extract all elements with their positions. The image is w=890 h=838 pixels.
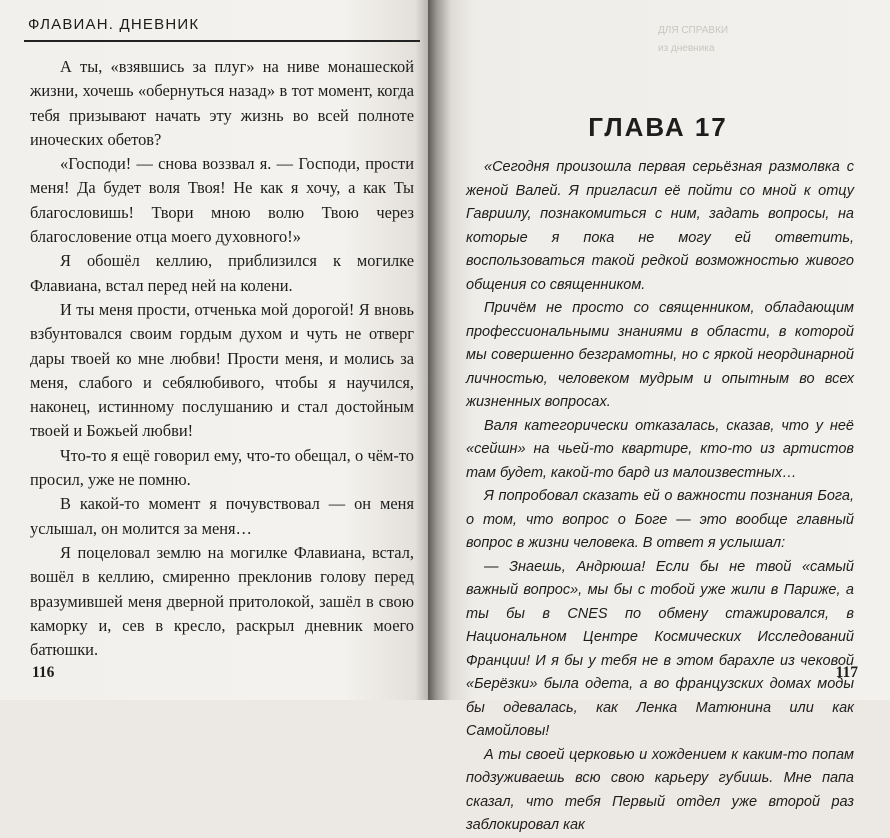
page-number-right: 117	[835, 664, 858, 681]
left-page	[0, 0, 428, 700]
bleed-through-line: ДЛЯ СПРАВКИ	[658, 25, 729, 36]
right-page	[428, 0, 890, 833]
paragraph: И ты меня прости, отченька мой дорогой! Я вновь взбунтовался своим гордым духом и чуть не отверг дары твоей ко мне любви! Прости меня, и молись за меня, слабого и себялюбивого, чтобы я научился, наконец, истинному послушанию и стал достойным твоей и Божьей любви!	[30, 299, 414, 441]
right-page-text	[466, 156, 854, 838]
bleed-through-line: из дневника	[658, 43, 715, 54]
paragraph: «Сегодня произошла первая серьёзная размолвка с женой Валей. Я пригласил её пойти со мной к отцу Гавриилу, познакомиться с ним, задать вопросы, на которые я пока не могу ей ответить, воспользоваться такой редкой возможностью живого общения со священником.	[466, 159, 854, 293]
running-header: ФЛАВИАН. ДНЕВНИК	[28, 16, 200, 33]
paragraph: — Знаешь, Андрюша! Если бы не твой «самый важный вопрос», мы бы с тобой уже жили в Париже, а ты бы в CNES по обмену стажировался, в Национальном Центре Космических Исследований Франции! И я бы у тебя не в этом барахле из чековой «Берёзки» была одета, а во французских домах моды бы одевалась, как Ленка Матюнина или как Самойловы!	[466, 558, 854, 739]
left-page-text	[30, 55, 414, 662]
header-rule	[24, 40, 420, 42]
paragraph: В какой-то момент я почувствовал — он меня услышал, он молится за меня…	[30, 494, 414, 538]
paragraph: Я поцеловал землю на могилке Флавиана, встал, вошёл в келлию, смиренно преклонив голову перед вразумившей меня дверной притолокой, зашёл в свою каморку и, сев в кресло, раскрыл дневник моего батюшки.	[30, 542, 414, 660]
paragraph: А ты, «взявшись за плуг» на ниве монашеской жизни, хочешь «обернуться назад» в тот момент, когда тебя призывают начать эту жизнь во всей полноте иноческих обетов?	[30, 57, 414, 149]
paragraph: Причём не просто со священником, обладающим профессиональными знаниями в области, в которой мы совершенно безграмотны, но с яркой неординарной личностью, человеком мудрым и опытным во всех жизненных вопросах.	[466, 300, 854, 410]
paragraph: «Господи! — снова воззвал я. — Господи, прости меня! Да будет воля Твоя! Не как я хочу, а как Ты благословишь! Твори мною волю Твою через благословение отца моего духовного!»	[30, 154, 414, 247]
paragraph: Я обошёл келлию, приблизился к могилке Флавиана, встал перед ней на колени.	[30, 251, 414, 295]
chapter-title: ГЛАВА 17	[588, 112, 728, 142]
bleed-through-text	[658, 22, 808, 58]
page-number-left: 116	[32, 664, 55, 681]
paragraph: Что-то я ещё говорил ему, что-то обещал, о чём-то просил, уже не помню.	[30, 445, 414, 490]
paragraph: Валя категорически отказалась, сказав, что у неё «сейшн» на чьей-то квартире, кто-то из артистов там будет, какой-то бард из малоизвестных…	[466, 417, 854, 481]
paragraph: А ты своей церковью и хождением к каким-то попам подзуживаешь всю свою карьеру губишь. Мне папа сказал, что тебя Первый отдел уже второй раз заблокировал как	[466, 746, 854, 833]
paragraph: Я попробовал сказать ей о важности познания Бога, о том, что вопрос о Боге — это вообще главный вопрос в жизни человека. В ответ я услышал:	[466, 488, 854, 551]
